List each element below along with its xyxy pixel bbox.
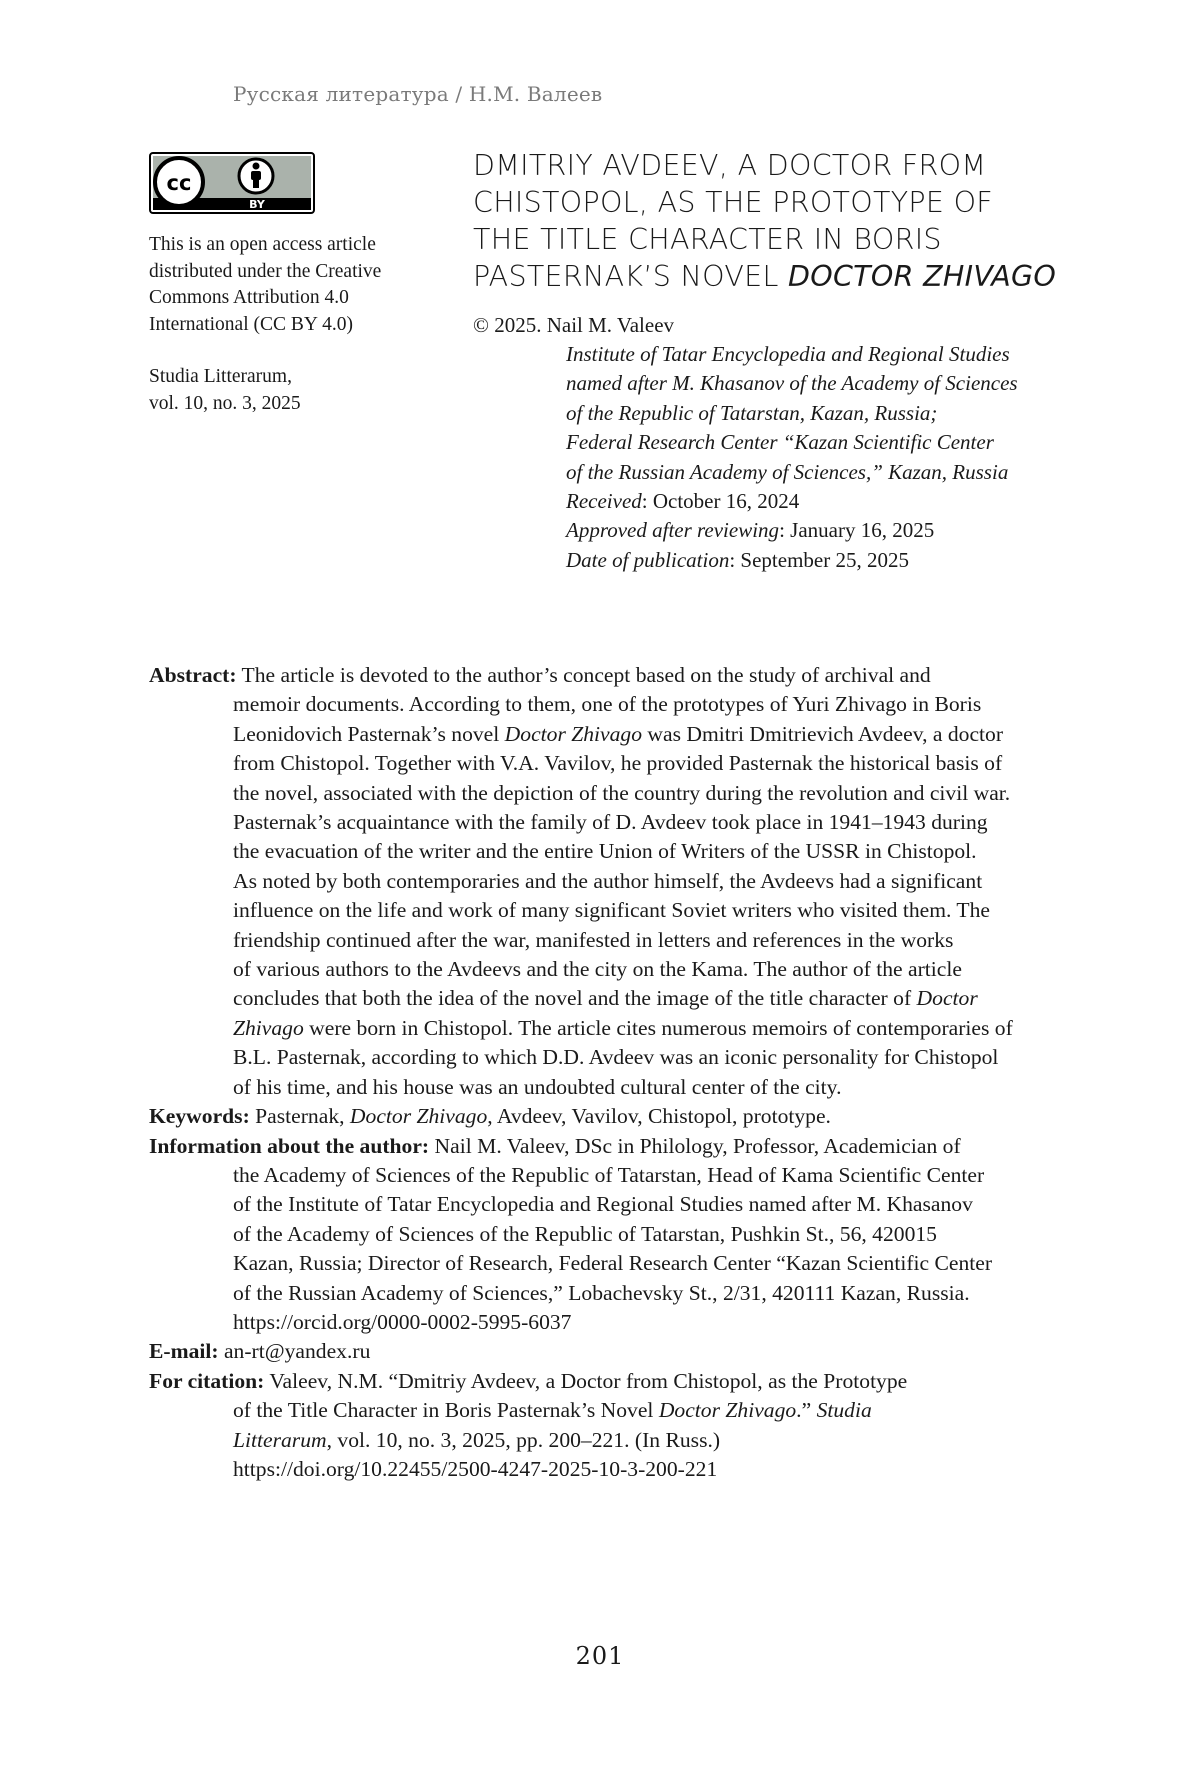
author-info-label: Information about the author: xyxy=(149,1133,430,1158)
email-label: E-mail: xyxy=(149,1339,219,1364)
journal-name: Studia Litterarum, xyxy=(149,366,292,387)
author-copyright: © 2025. Nail M. Valeev xyxy=(473,313,675,337)
cc-by-license-badge xyxy=(149,152,315,214)
affiliation-line: Institute of Tatar Encyclopedia and Regional Studies xyxy=(566,342,1010,366)
article-metadata xyxy=(149,661,1099,1484)
affiliations xyxy=(566,340,1126,575)
affiliation-line: of the Russian Academy of Sciences,” Kazan, Russia xyxy=(566,459,1009,484)
citation: For citation: Valeev, N.M. “Dmitriy Avdeev, a Doctor from Chistopol, as the Prototype of the Title Character in Boris Pasternak’s Novel Doctor Zhivago.” Studia Litterarum, vol. 10, no. 3, 2025, pp. 200–221. (In Russ.) https://doi.org/10.22455/2500-4247-2025-10-3-200-221 xyxy=(149,1367,1099,1485)
email-address[interactable]: an-rt@yandex.ru xyxy=(218,1339,371,1364)
publication-date: Date of publication: September 25, 2025 xyxy=(566,547,909,572)
svg-text:cc: cc xyxy=(166,171,192,195)
title-line: THE TITLE CHARACTER IN BORIS xyxy=(473,223,942,256)
journal-volume: vol. 10, no. 3, 2025 xyxy=(149,392,301,414)
title-novel-name: DOCTOR ZHIVAGO xyxy=(787,260,1057,293)
cc-icon xyxy=(155,158,203,206)
title-line: PASTERNAK’S NOVEL xyxy=(473,260,788,293)
article-title xyxy=(473,147,1113,295)
attribution-person-icon xyxy=(239,159,273,193)
page-number: 201 xyxy=(575,1642,625,1670)
orcid-link[interactable]: https://orcid.org/0000-0002-5995-6037 xyxy=(233,1309,572,1334)
affiliation-line: named after M. Khasanov of the Academy of Sciences xyxy=(566,371,1018,396)
approved-date: Approved after reviewing: January 16, 2025 xyxy=(566,518,935,543)
affiliation-line: Federal Research Center “Kazan Scientific Center xyxy=(566,430,994,455)
license-line: Commons Attribution 4.0 xyxy=(149,287,349,308)
email xyxy=(149,1337,1099,1366)
keywords-label: Keywords: xyxy=(149,1104,250,1129)
keywords: Keywords: Pasternak, Doctor Zhivago, Avdeev, Vavilov, Chistopol, prototype. xyxy=(149,1104,831,1129)
citation-label: For citation: xyxy=(149,1368,265,1393)
badge-by-label: BY xyxy=(249,198,265,211)
abstract: Abstract: The article is devoted to the author’s concept based on the study of archival and memoir documents. According to them, one of the prototypes of Yuri Zhivago in Boris Leonidovich Pasternak’s novel Doctor Zhivago was Dmitri Dmitrievich Avdeev, a doctor from Chistopol. Together with V.A. Vavilov, he provided Pasternak the historical basis of the novel, associated with the depiction of the country during the revolution and civil war. Pasternak’s acquaintance with the family of D. Avdeev took place in 1941–1943 during the evacuation of the writer and the entire Union of Writers of the USSR in Chistopol. As noted by both contemporaries and the author himself, the Avdeevs had a significant influence on the life and work of many significant Soviet writers who visited them. The friendship continued after the war, manifested in letters and references in the works of various authors to the Avdeevs and the city on the Kama. The author of the article concludes that both the idea of the novel and the image of the title character of Doctor Zhivago were born in Chistopol. The article cites numerous memoirs of contemporaries of B.L. Pasternak, according to which D.D. Avdeev was an iconic personality for Chistopol of his time, and his house was an undoubted cultural center of the city. xyxy=(149,663,1013,1099)
license-line: distributed under the Creative xyxy=(149,260,382,282)
title-line: DMITRIY AVDEEV, A DOCTOR FROM xyxy=(473,149,987,182)
affiliation-line: of the Republic of Tatarstan, Kazan, Russia; xyxy=(566,400,938,425)
license-statement xyxy=(149,232,429,338)
received-date: Received: October 16, 2024 xyxy=(566,489,800,514)
title-line: CHISTOPOL, AS THE PROTOTYPE OF xyxy=(473,186,993,219)
journal-info xyxy=(149,364,429,417)
abstract-label: Abstract: xyxy=(149,663,237,687)
author-information: Information about the author: Nail M. Valeev, DSc in Philology, Professor, Academician of the Academy of Sciences of the Republic of Tatarstan, Head of Kama Scientific Center of the Institute of Tatar Encyclopedia and Regional Studies named after M. Khasanov of the Academy of Sciences of the Republic of Tatarstan, Pushkin St., 56, 420015 Kazan, Russia; Director of Research, Federal Research Center “Kazan Scientific Center of the Russian Academy of Sciences,” Lobachevsky St., 2/31, 420111 Kazan, Russia. https://orcid.org/0000-0002-5995-6037 xyxy=(149,1132,1099,1338)
running-header: Русская литература / Н.М. Валеев xyxy=(233,82,603,106)
doi-link[interactable]: https://doi.org/10.22455/2500-4247-2025-10-3-200-221 xyxy=(233,1456,718,1481)
license-line: This is an open access article xyxy=(149,234,376,255)
license-line: International (CC BY 4.0) xyxy=(149,313,353,335)
